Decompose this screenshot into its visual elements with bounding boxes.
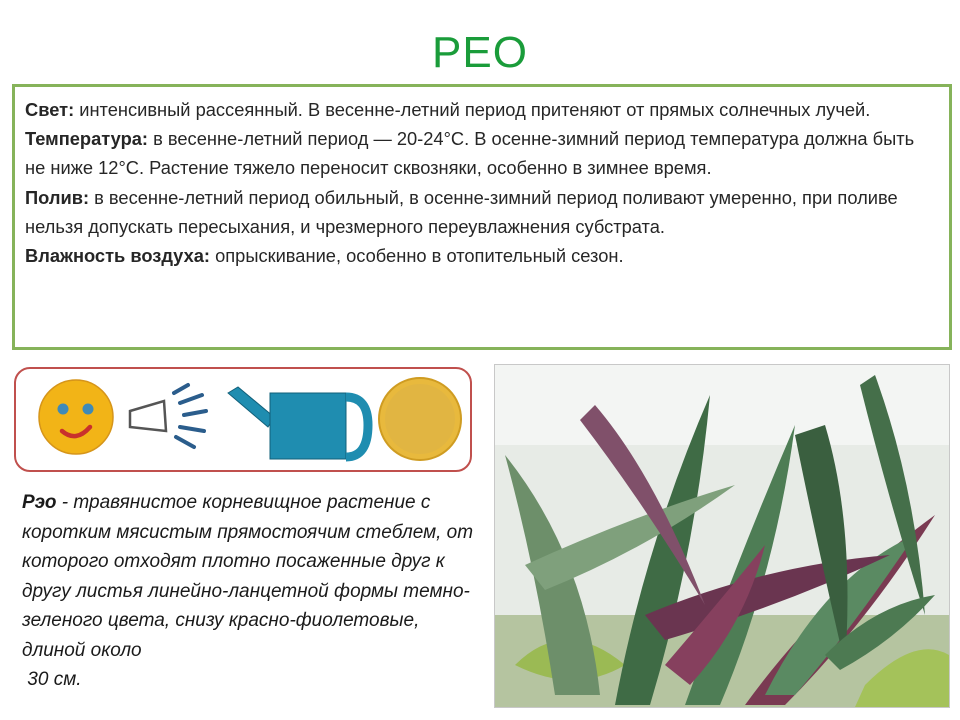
temperature-text: в весенне-летний период — 20-24°С. В осенне-зимний период температура должна быть не ниже 12°С. Растение тяжело переносит сквозняки, особенно в зимнее время. [25,128,915,179]
plant-length: 30 см. [27,669,82,690]
light-label: Свет: [25,99,75,120]
watering-text: в весенне-летний период обильный, в осенне-зимний период поливают умеренно, при поливе нельзя допускать пересыхания, и чрезмерного переувлажнения субстрата. [25,186,898,237]
humidity-text: опрыскивание, особенно в отопительный сезон. [210,245,624,267]
light-text: интенсивный рассеянный. В весенне-летний период притеняют от прямых солнечных лучей. [74,99,871,120]
gold-coin-icon [379,378,461,460]
temperature-paragraph [25,124,939,182]
humidity-label: Влажность воздуха: [25,245,210,267]
watering-can-icon [228,387,368,459]
watering-label: Полив: [25,186,90,208]
temperature-label: Температура: [25,128,149,150]
watering-paragraph [25,183,939,241]
humidity-paragraph [25,241,939,270]
spray-icon [130,385,206,447]
plant-description-text: - травянистое корневищное растение с коротким мясистым прямостоячим стеблем, от которого отходят плотно посаженные друг к другу листья линейно-ланцетной формы темно-зеленого цвета, снизу красно-фиолетовые, длиной около [22,492,474,661]
plant-description [22,488,482,695]
care-icons-panel [14,367,472,472]
light-paragraph [25,95,939,124]
plant-name: Рэо [22,492,57,513]
plant-photo [494,364,950,708]
smiling-sun-icon [39,380,113,454]
care-info-box [12,84,952,350]
page-title: РЕО [432,28,528,77]
